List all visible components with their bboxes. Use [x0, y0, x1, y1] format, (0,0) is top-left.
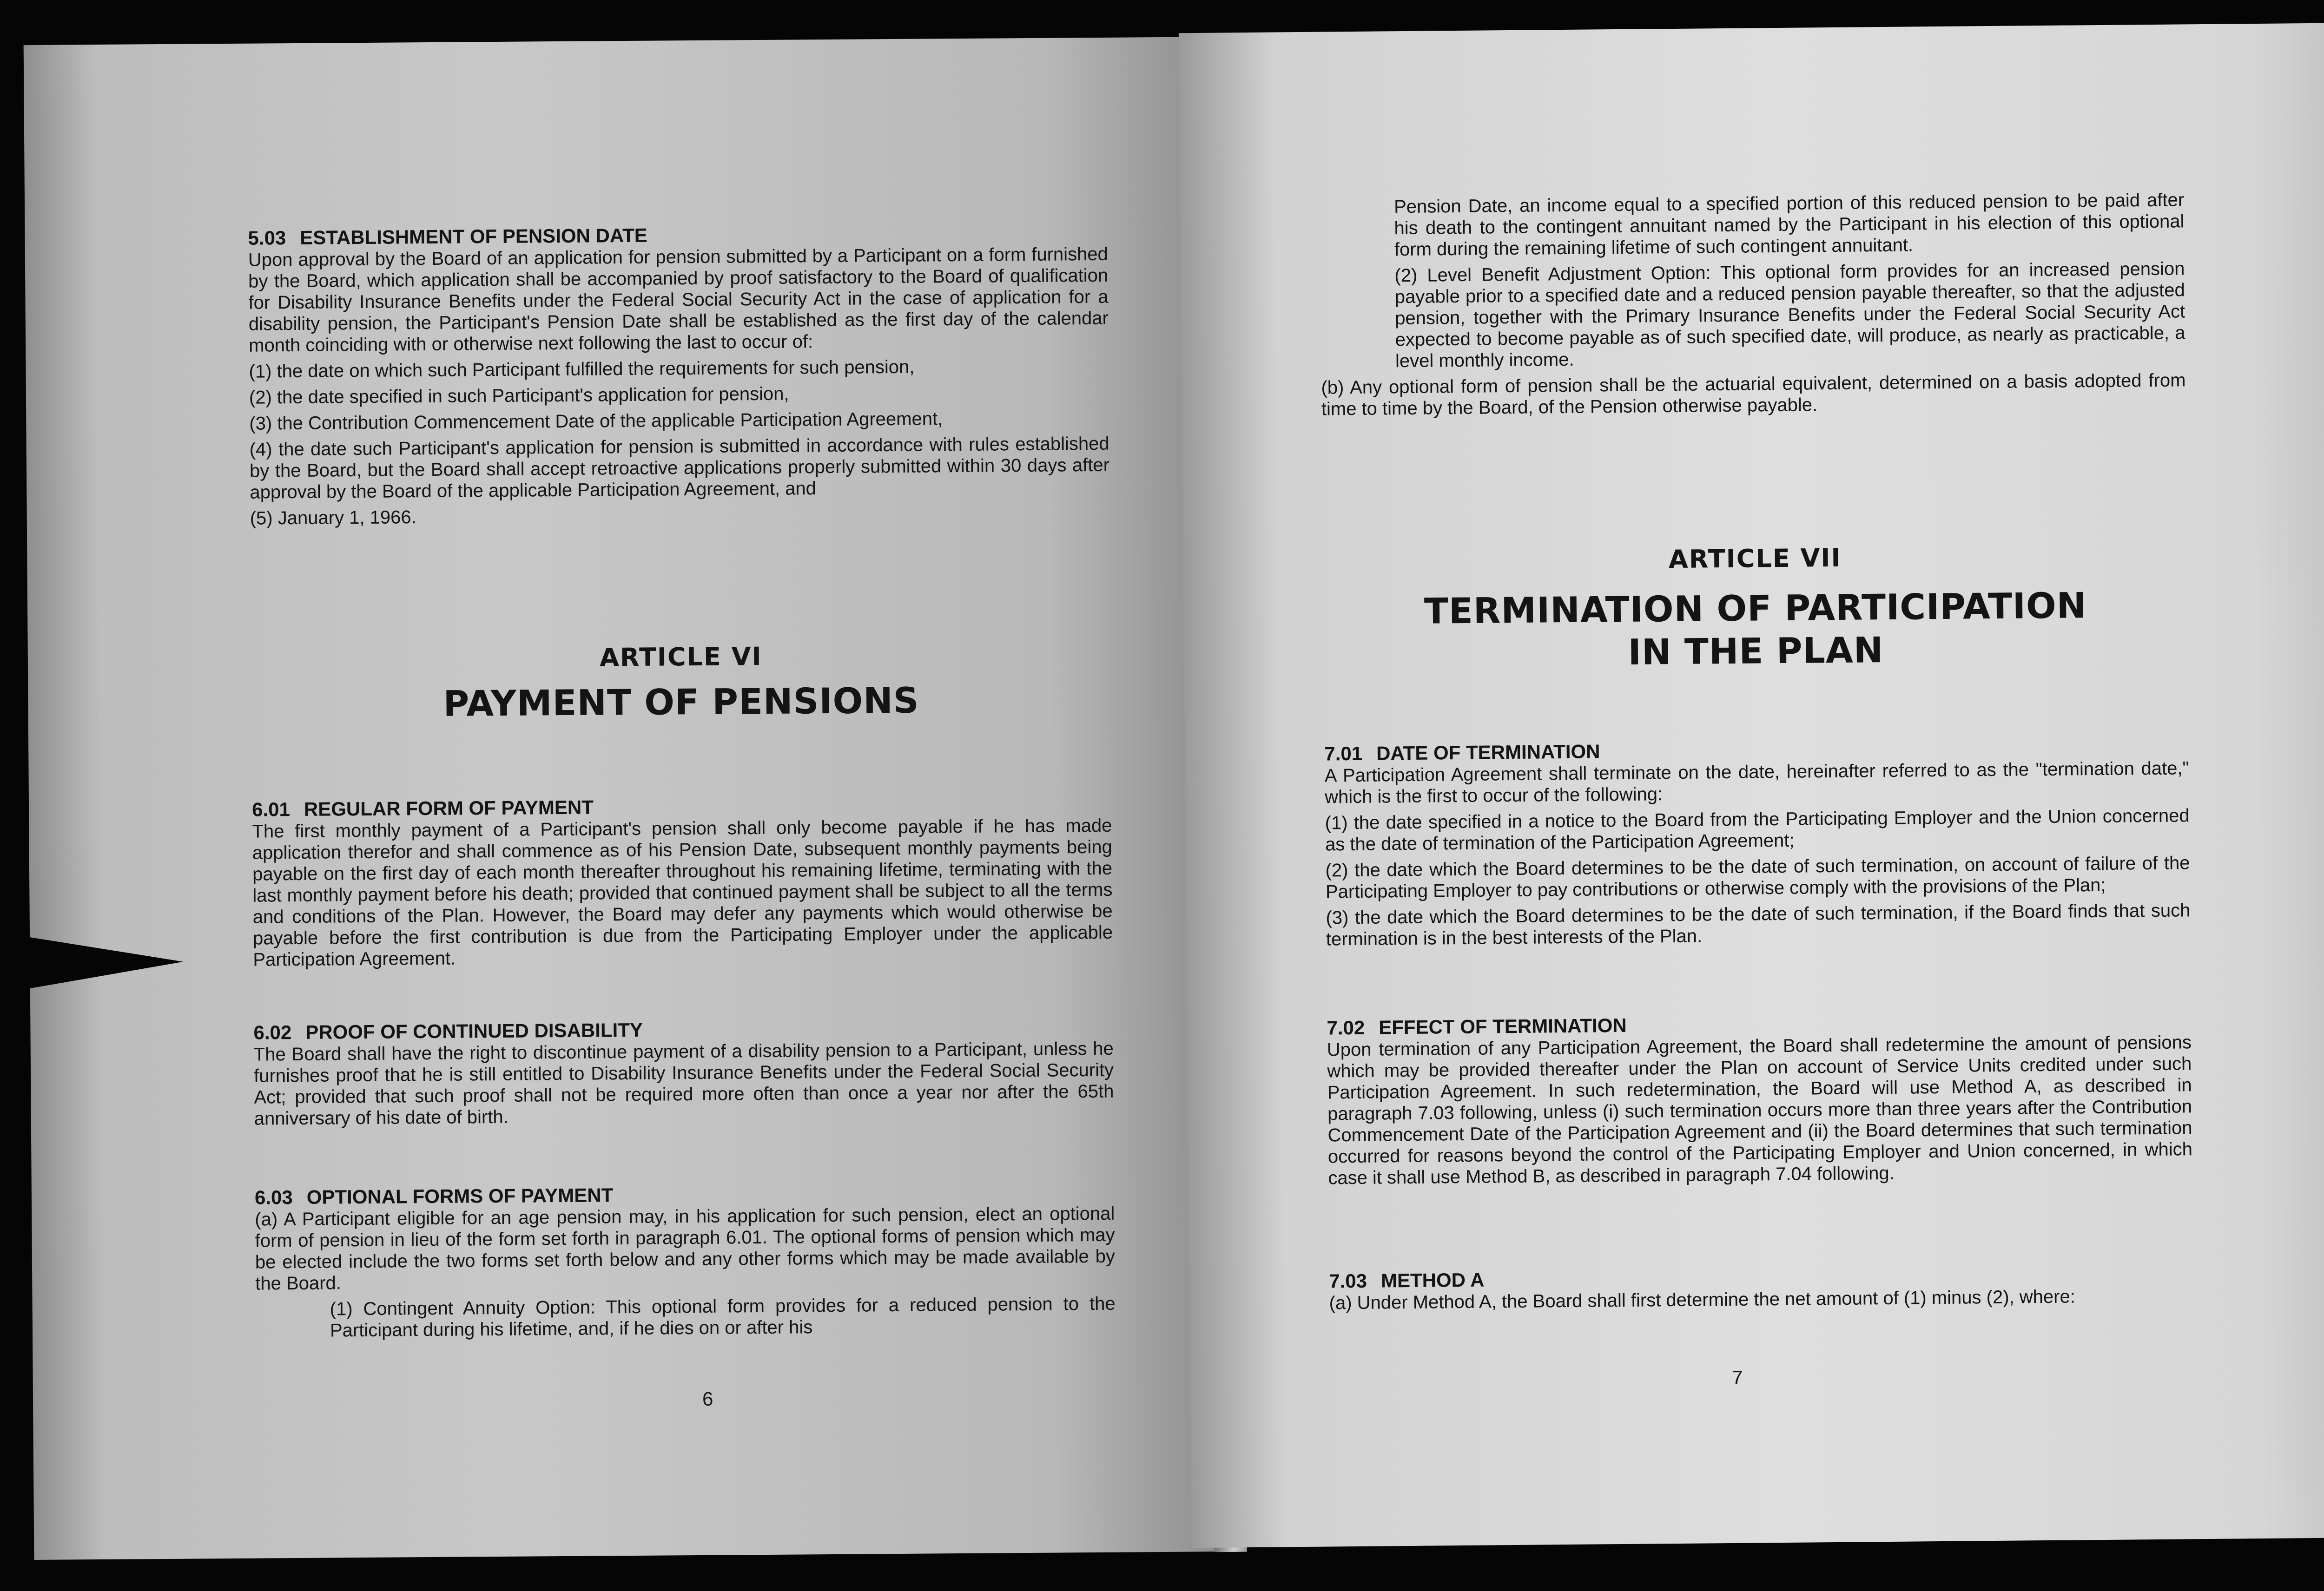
section-number: 6.01 — [251, 798, 290, 821]
paragraph: Upon termination of any Participation Agreement, the Board shall redetermine the amount of pensions which may be provided thereafter under the Plan on account of Service Units credited under such Participation Agreement. In such redetermination, the Board will use Method A, as described in paragraph 7.03 following, unless (i) such termination occurs more than three years after the Contribution Commencement Date of the Participation Agreement and (ii) the Board determines that such termination occurred for reasons beyond the control of the Participating Employer and Union concerned, in which case it shall use Method B, as described in paragraph 7.04 following. — [1327, 1032, 2193, 1189]
section-title: REGULAR FORM OF PAYMENT — [304, 796, 594, 820]
paragraph: The Board shall have the right to discontinue payment of a disability pension to a Participant, unless he furnishes proof that he is still entitled to Disability Insurance Benefits under the Federal Social Security Act; provided that such proof shall not be required more often than once a year nor after the 65th anniversary of his date of birth. — [253, 1038, 1114, 1129]
section-6-03-continued — [1320, 189, 2186, 424]
section-title: DATE OF TERMINATION — [1376, 740, 1600, 764]
paragraph: The first monthly payment of a Participant's pension shall only become payable if he has made application therefor and shall commence as of his Pension Date, subsequent monthly payments being payable on the first day of each month thereafter throughout his remaining lifetime, terminating with the last monthly payment before his death; provided that continued payment shall be subject to all the terms and conditions of the Plan. However, the Board may defer any payments which would otherwise be payable before the first contribution is due from the Participating Employer under the applicable Participation Agreement. — [252, 815, 1113, 970]
list-item: (3) the Contribution Commencement Date of the applicable Participation Agreement, — [249, 408, 943, 434]
article-vii-heading — [1322, 540, 2188, 676]
list-item: (2) the date specified in such Participant's application for pension, — [249, 383, 789, 408]
section-title: PROOF OF CONTINUED DISABILITY — [305, 1019, 643, 1043]
section-title: EFFECT OF TERMINATION — [1379, 1014, 1627, 1039]
section-6-03 — [255, 1181, 1116, 1347]
paragraph: (b) Any optional form of pension shall be the actuarial equivalent, determined on a basis adopted from time to time by the Board, of the Pension otherwise payable. — [1321, 370, 2186, 420]
paragraph: (a) A Participant eligible for an age pension may, in his application for such pension, elect an optional form of pension in lieu of the form set forth in paragraph 6.01. The optional forms of pension which may be elected include the two forms set forth below and any other forms which may be made available by the Board. — [255, 1203, 1116, 1294]
article-vi-heading — [251, 639, 1111, 727]
section-number: 7.01 — [1324, 742, 1363, 765]
paragraph: Upon approval by the Board of an application for pension submitted by a Participant on a form furnished by the Board, which application shall be accompanied by proof satisfactory to the Board of qualification for Disability Insurance Benefits under the Federal Social Security Act in the case of application for a disability pension, the Participant's Pension Date shall be established as the first day of the calendar month coinciding with or otherwise next following the last to occur of: — [248, 243, 1109, 356]
paragraph: (a) Under Method A, the Board shall first determine the net amount of (1) minus (2), where: — [1329, 1286, 2076, 1314]
paragraph: Pension Date, an income equal to a specified portion of this reduced pension to be paid after his death to the contingent annuitant named by the Participant in his election of this optional form during the remaining lifetime of such contingent annuitant. — [1393, 190, 2185, 260]
section-title: ESTABLISHMENT OF PENSION DATE — [300, 224, 647, 249]
section-7-02 — [1327, 1009, 2192, 1193]
article-title-line-2: IN THE PLAN — [1628, 629, 1884, 673]
section-6-02 — [253, 1016, 1114, 1134]
page-number: 6 — [702, 1387, 713, 1410]
section-7-03 — [1329, 1262, 2194, 1318]
article-label: ARTICLE VII — [1668, 543, 1842, 574]
article-title: PAYMENT OF PENSIONS — [443, 679, 919, 724]
list-item: (2) Level Benefit Adjustment Option: This optional form provides for an increased pension payable prior to a specified date and a reduced pension payable thereafter, so that the adjusted pension, together with the Primary Insurance Benefits under the Federal Social Security Act expected to become payable as of such specified date, will produce, as nearly as practicable, a level monthly income. — [1394, 258, 2185, 372]
list-item: (1) the date specified in a notice to the Board from the Participating Employer and the Union concerned as the date of termination of the Participation Agreement; — [1325, 805, 2190, 855]
list-item: (1) Contingent Annuity Option: This optional form provides for a reduced pension to the Participant during his lifetime, and, if he dies on or after his — [330, 1293, 1116, 1341]
article-label: ARTICLE VI — [599, 642, 762, 672]
section-7-01 — [1324, 735, 2191, 954]
right-page — [1179, 23, 2324, 1548]
section-title: METHOD A — [1380, 1269, 1485, 1292]
list-item: (3) the date which the Board determines to be the date of such termination, if the Board finds that such termination is in the best interests of the Plan. — [1326, 900, 2191, 950]
article-title-line-1: TERMINATION OF PARTICIPATION — [1424, 585, 2087, 632]
section-5-03 — [248, 221, 1110, 534]
section-title: OPTIONAL FORMS OF PAYMENT — [306, 1184, 614, 1208]
page-notch — [30, 936, 184, 988]
list-item: (4) the date such Participant's application for pension is submitted in accordance with rules established by the Board, but the Board shall accept retroactive applications properly submitted within 30 days after approval by the Board of the applicable Participation Agreement, and — [249, 433, 1110, 503]
page-number: 7 — [1731, 1366, 1743, 1388]
list-item: (2) the date which the Board determines to be the date of such termination, on account of failure of the Participating Employer to pay contributions or otherwise comply with the provisions of the Plan; — [1325, 853, 2190, 902]
list-item: (1) the date on which such Participant fulfilled the requirements for such pension, — [249, 356, 915, 382]
section-number: 6.03 — [254, 1186, 293, 1209]
section-number: 7.02 — [1327, 1016, 1365, 1039]
section-number: 7.03 — [1329, 1269, 1367, 1292]
left-page — [24, 37, 1236, 1560]
section-6-01 — [252, 793, 1113, 975]
list-item: (5) January 1, 1966. — [250, 507, 416, 529]
paragraph: A Participation Agreement shall terminate on the date, hereinafter referred to as the "termination date," which is the first to occur of the following: — [1324, 758, 2189, 808]
section-number: 5.03 — [248, 227, 286, 249]
section-number: 6.02 — [253, 1021, 292, 1044]
